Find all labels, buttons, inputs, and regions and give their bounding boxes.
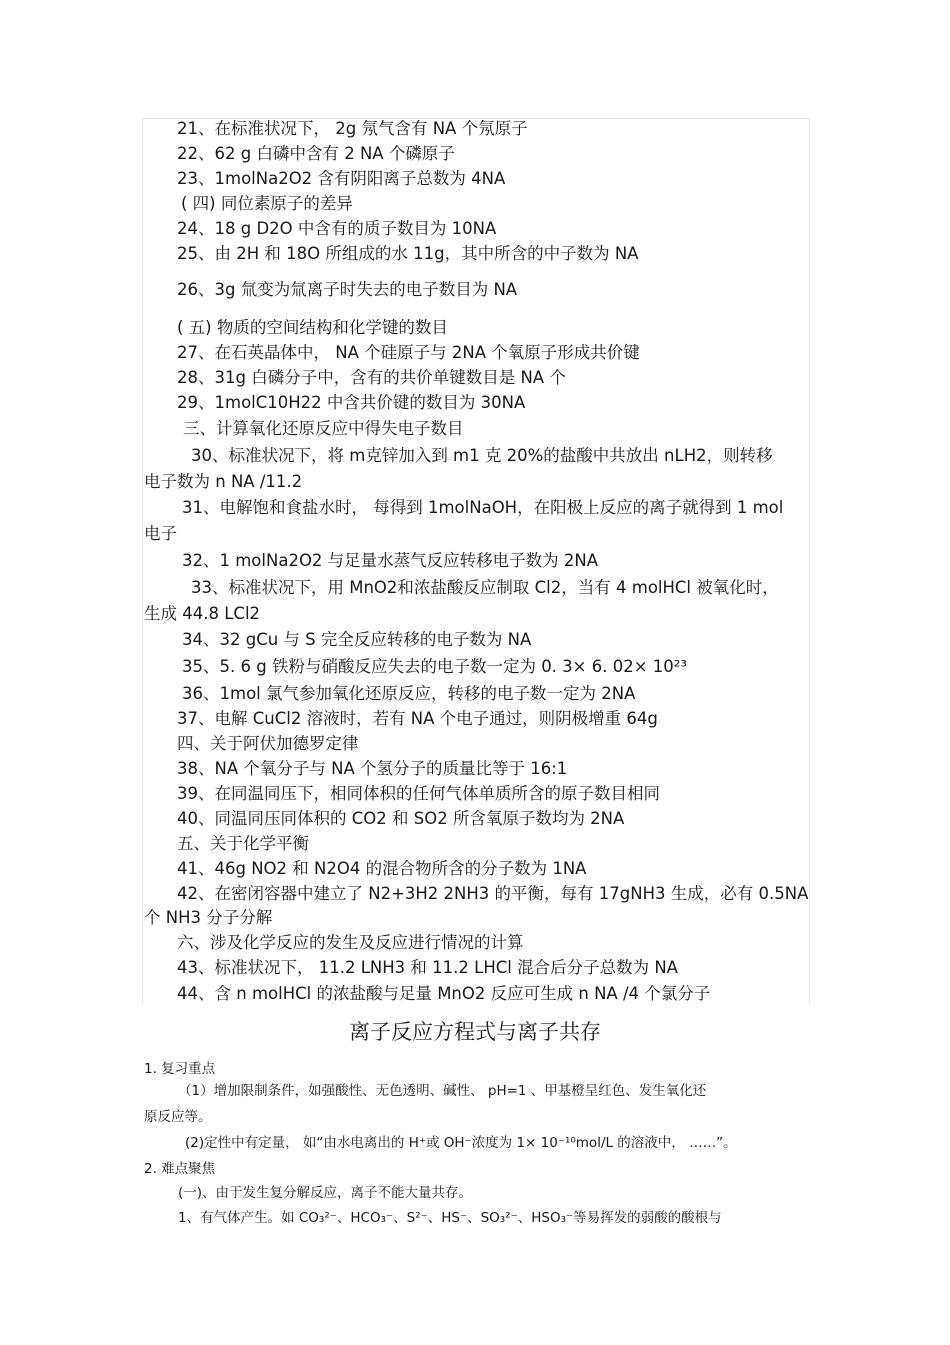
section-heading-3: 三、计算氧化还原反应中得失电子数目 [183,419,464,438]
page-title: 离子反应方程式与离子共存 [349,1020,601,1044]
section-heading-reaction-calc: 六、涉及化学反应的发生及反应进行情况的计算 [177,933,524,952]
item-29: 29、1molC10H22 中含共价键的数目为 30NA [177,393,526,412]
item-42-line2: 个 NH3 分子分解 [144,908,273,927]
item-26: 26、3g 氚变为氚离子时失去的电子数目为 NA [177,280,518,299]
item-22: 22、62 g 白磷中含有 2 NA 个磷原子 [177,144,455,163]
review-focus-item1-line2: 原反应等。 [144,1109,212,1125]
item-25: 25、由 2H 和 18O 所组成的水 11g，其中所含的中子数为 NA [177,244,639,263]
item-39: 39、在同温同压下，相同体积的任何气体单质所含的原子数目相同 [177,784,660,803]
item-35: 35、5. 6 g 铁粉与硝酸反应失去的电子数一定为 0. 3× 6. 02× 10²³ [182,657,688,676]
item-43: 43、标准状况下， 11.2 LNH3 和 11.2 LHCl 混合后分子总数为 NA [177,958,678,977]
item-31-line2: 电子 [144,524,177,543]
item-30-line2: 电子数为 n NA /11.2 [144,472,303,491]
section-heading-4: ( 四) 同位素原子的差异 [181,194,353,213]
difficulty-heading: 2. 难点聚焦 [144,1161,216,1177]
item-37: 37、电解 CuCl2 溶液时，若有 NA 个电子通过，则阴极增重 64g [177,709,658,728]
item-33-line1: 33、标准状况下，用 MnO2和浓盐酸反应制取 Cl2，当有 4 molHCl 被氧化时， [191,578,779,597]
item-41: 41、46g NO2 和 N2O4 的混合物所含的分子数为 1NA [177,859,587,878]
item-21: 21、在标准状况下， 2g 氖气含有 NA 个氖原子 [177,119,528,138]
item-44: 44、含 n molHCl 的浓盐酸与足量 MnO2 反应可生成 n NA /4 个氯分子 [177,984,711,1003]
item-24: 24、18 g D2O 中含有的质子数目为 10NA [177,219,497,238]
item-38: 38、NA 个氧分子与 NA 个氢分子的质量比等于 16:1 [177,759,568,778]
difficulty-section-1: (一)、由于发生复分解反应，离子不能大量共存。 [178,1185,473,1201]
review-focus-heading: 1. 复习重点 [144,1061,216,1077]
section-heading-avogadro: 四、关于阿伏加德罗定律 [177,734,359,753]
review-focus-item1-line1: （1）增加限制条件，如强酸性、无色透明、碱性、 pH=1 、甲基橙呈红色、发生氧化还 [178,1083,707,1099]
item-42-line1: 42、在密闭容器中建立了 N2+3H2 2NH3 的平衡，每有 17gNH3 生成，必有 0.5NA [177,884,809,903]
item-32: 32、1 molNa2O2 与足量水蒸气反应转移电子数为 2NA [182,551,599,570]
section-heading-5: ( 五) 物质的空间结构和化学键的数目 [177,318,448,337]
item-30-line1: 30、标准状况下，将 m克锌加入到 m1 克 20%的盐酸中共放出 nLH2，则转移 [191,446,773,465]
section-heading-equilibrium: 五、关于化学平衡 [177,834,309,853]
item-27: 27、在石英晶体中， NA 个硅原子与 2NA 个氧原子形成共价键 [177,343,640,362]
difficulty-item-gas: 1、有气体产生。如 CO₃²⁻、HCO₃⁻、S²⁻、HS⁻、SO₃²⁻、HSO₃⁻等易挥发的弱酸的酸根与 [178,1210,722,1226]
item-34: 34、32 gCu 与 S 完全反应转移的电子数为 NA [182,630,532,649]
item-28: 28、31g 白磷分子中，含有的共价单键数目是 NA 个 [177,368,566,387]
item-36: 36、1mol 氯气参加氧化还原反应，转移的电子数一定为 2NA [182,684,636,703]
review-focus-item2: (2)定性中有定量， 如“由水电离出的 H⁺或 OH⁻浓度为 1× 10⁻¹⁰mol/L 的溶液中， ……”。 [185,1135,737,1151]
item-23: 23、1molNa2O2 含有阴阳离子总数为 4NA [177,169,506,188]
item-33-line2: 生成 44.8 LCl2 [144,604,261,623]
item-31-line1: 31、电解饱和食盐水时， 每得到 1molNaOH，在阳极上反应的离子就得到 1 mol [182,498,784,517]
item-40: 40、同温同压同体积的 CO2 和 SO2 所含氧原子数均为 2NA [177,809,625,828]
